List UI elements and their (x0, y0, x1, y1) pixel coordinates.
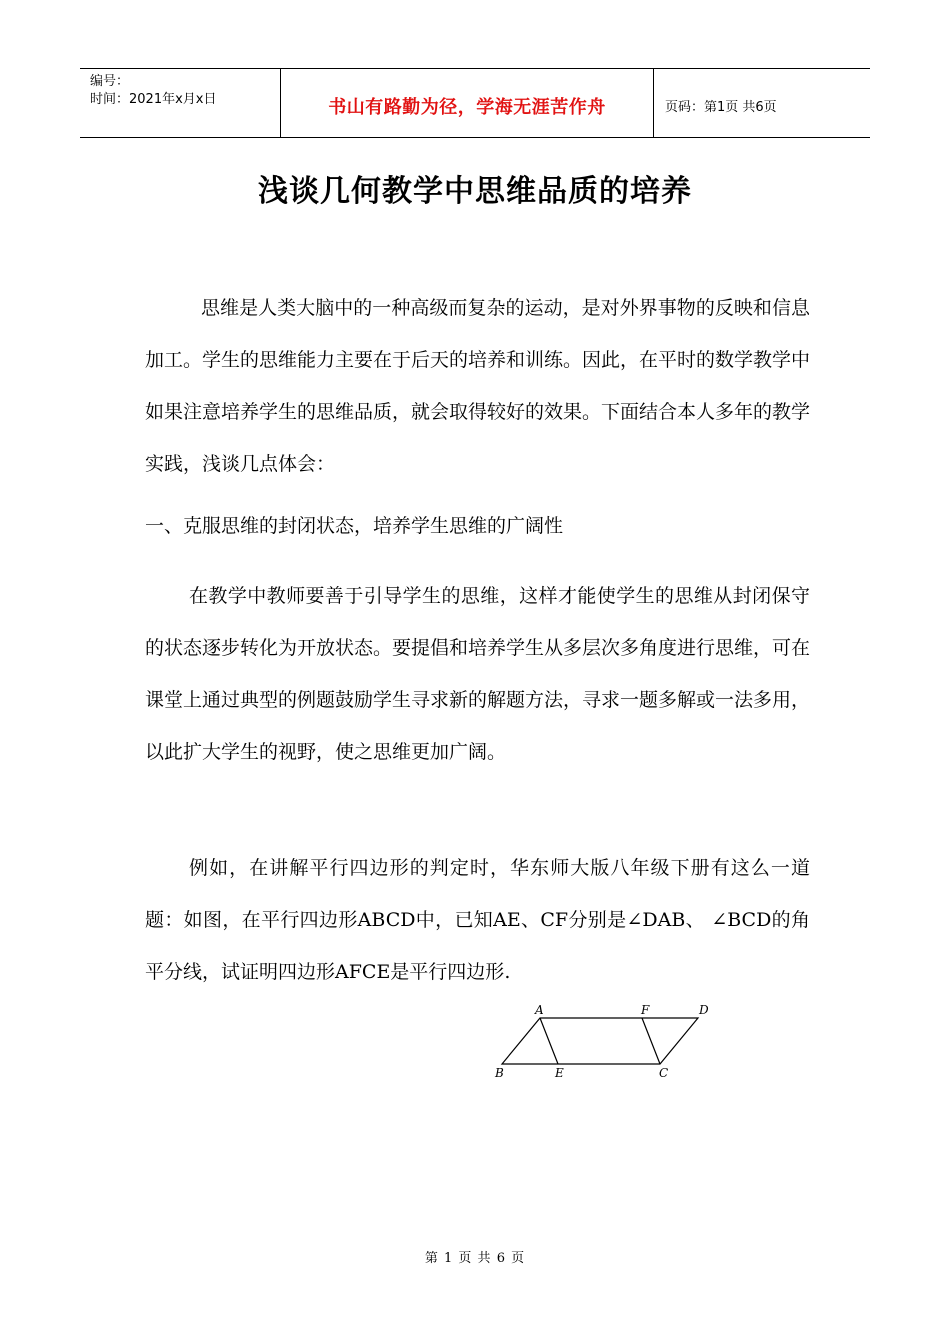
segment-cf (642, 1018, 660, 1064)
parallelogram-figure (490, 998, 720, 1088)
header-meta (80, 69, 281, 137)
example-paragraph: 例如，在讲解平行四边形的判定时，华东师大版八年级下册有这么一道题：如图，在平行四边形ABCD中，已知AE、CF分别是∠DAB、 ∠BCD的角平分线，试证明四边形AFCE是平行四边形. (145, 857, 810, 983)
header-motto-cell (281, 69, 654, 137)
point-label-a: A (535, 1003, 544, 1017)
document-title: 浅谈几何教学中思维品质的培养 (258, 174, 692, 209)
point-label-f: F (641, 1003, 650, 1017)
point-label-d: D (699, 1003, 709, 1017)
header-page-info: 页码：第1页 共6页 (665, 100, 777, 115)
body-paragraph: 在教学中教师要善于引导学生的思维，这样才能使学生的思维从封闭保守的状态逐步转化为开放状态。要提倡和培养学生从多层次多角度进行思维，可在课堂上通过典型的例题鼓励学生寻求新的解题方法，寻求一题多解或一法多用，以此扩大学生的视野，使之思维更加广阔。 (145, 585, 811, 763)
parallelogram-abcd (502, 1018, 698, 1064)
page-header (80, 68, 870, 138)
section-heading: 一、克服思维的封闭状态，培养学生思维的广阔性 (145, 515, 564, 537)
point-label-c: C (659, 1066, 669, 1080)
number-label: 编号： (90, 74, 130, 89)
header-page-cell (654, 69, 870, 137)
page-footer: 第 1 页 共 6 页 (424, 1251, 526, 1266)
header-motto: 书山有路勤为径，学海无涯苦作舟 (328, 97, 606, 118)
time-label: 时间：2021年x月x日 (90, 92, 217, 107)
intro-paragraph: 思维是人类大脑中的一种高级而复杂的运动，是对外界事物的反映和信息加工。学生的思维能力主要在于后天的培养和训练。因此，在平时的数学教学中如果注意培养学生的思维品质，就会取得较好的效果。下面结合本人多年的教学实践，浅谈几点体会： (145, 297, 811, 475)
point-label-e: E (555, 1066, 564, 1080)
point-label-b: B (495, 1066, 504, 1080)
segment-ae (540, 1018, 558, 1064)
parallelogram-diagram (490, 998, 720, 1088)
